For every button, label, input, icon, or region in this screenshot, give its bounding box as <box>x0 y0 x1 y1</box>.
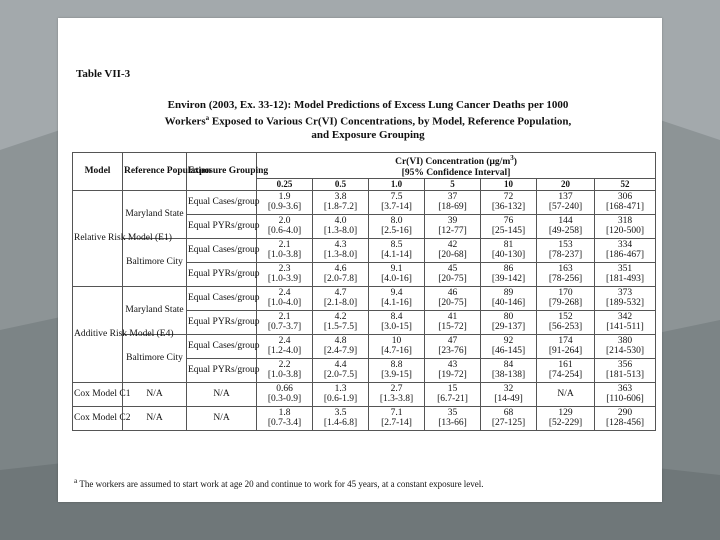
confidence-interval: [46-145] <box>491 346 526 357</box>
confidence-interval: [19-72] <box>438 370 467 381</box>
exposure-grouping-cell: Equal Cases/group <box>187 190 257 214</box>
concentration-header: 20 <box>537 179 595 191</box>
confidence-interval: [57-240] <box>548 202 583 213</box>
excess-deaths-value: 68 <box>503 407 514 418</box>
excess-deaths-value: 3.5 <box>334 407 347 418</box>
value-cell <box>425 214 481 238</box>
confidence-interval: [23-76] <box>438 346 467 357</box>
exposure-grouping-cell: Equal Cases/group <box>187 238 257 262</box>
confidence-interval: [0.7-3.4] <box>267 418 302 429</box>
table-caption <box>118 99 618 142</box>
header-confidence-interval: [95% Confidence Interval] <box>401 167 511 178</box>
excess-deaths-value: 351 <box>617 263 633 274</box>
confidence-interval: [12-77] <box>438 226 467 237</box>
value-cell <box>537 310 595 334</box>
excess-deaths-value: 4.2 <box>334 311 347 322</box>
excess-deaths-value: 7.1 <box>390 407 403 418</box>
value-cell <box>257 214 313 238</box>
confidence-interval: [2.0-7.8] <box>323 274 358 285</box>
value-cell <box>537 382 595 406</box>
header-concentration: Cr(VI) Concentration $(\mu g/m^3)$ [95% Confidence Interval] <box>257 153 656 179</box>
excess-deaths-value: 89 <box>503 287 514 298</box>
confidence-interval: [15-72] <box>438 322 467 333</box>
excess-deaths-value: 8.5 <box>390 239 403 250</box>
excess-deaths-value: 8.4 <box>390 311 403 322</box>
excess-deaths-value: 76 <box>503 215 514 226</box>
confidence-interval: [78-237] <box>548 250 583 261</box>
confidence-interval: [2.4-7.9] <box>323 346 358 357</box>
excess-deaths-value: 15 <box>447 383 458 394</box>
value-cell <box>369 406 425 430</box>
model-cell: Cox Model C1 <box>73 382 123 406</box>
excess-deaths-value: 37 <box>447 191 458 202</box>
concentration-header: 52 <box>595 179 656 191</box>
confidence-interval: [56-253] <box>548 322 583 333</box>
value-cell <box>313 406 369 430</box>
confidence-interval: [40-146] <box>491 298 526 309</box>
confidence-interval: [0.3-0.9] <box>267 394 302 405</box>
value-cell <box>595 382 656 406</box>
exposure-grouping-cell: Equal PYRs/group <box>187 214 257 238</box>
confidence-interval: [2.5-16] <box>381 226 412 237</box>
value-cell <box>537 262 595 286</box>
value-cell <box>257 382 313 406</box>
population-cell: Baltimore City <box>123 334 187 382</box>
excess-deaths-value: 4.4 <box>334 359 347 370</box>
value-cell <box>257 238 313 262</box>
value-cell <box>425 334 481 358</box>
excess-deaths-value: 45 <box>447 263 458 274</box>
confidence-interval: [1.5-7.5] <box>323 322 358 333</box>
confidence-interval: [39-142] <box>491 274 526 285</box>
value-cell <box>369 358 425 382</box>
value-cell <box>313 334 369 358</box>
excess-deaths-value: 1.8 <box>278 407 291 418</box>
excess-deaths-value: 8.0 <box>390 215 403 226</box>
confidence-interval: [110-606] <box>606 394 644 405</box>
excess-deaths-value: 161 <box>558 359 573 370</box>
header-reference-population: Reference Population <box>123 153 187 191</box>
value-cell <box>537 214 595 238</box>
confidence-interval: [0.7-3.7] <box>267 322 302 333</box>
confidence-interval: [2.7-14] <box>381 418 412 429</box>
confidence-interval: [181-493] <box>606 274 645 285</box>
confidence-interval: [168-471] <box>606 202 645 213</box>
caption-line-2: Workers$^a$ Exposed to Various Cr(VI) Concentrations, by Model, Reference Population, <box>164 114 572 128</box>
excess-deaths-value: 380 <box>617 335 633 346</box>
confidence-interval: [128-456] <box>606 418 645 429</box>
excess-deaths-value: 84 <box>503 359 514 370</box>
confidence-interval: [13-66] <box>438 418 467 429</box>
table-row <box>73 190 656 214</box>
confidence-interval: [38-138] <box>491 370 526 381</box>
excess-deaths-value: 3.8 <box>334 191 347 202</box>
confidence-interval: [49-258] <box>548 226 583 237</box>
value-cell <box>595 334 656 358</box>
excess-deaths-value: 318 <box>617 215 633 226</box>
excess-deaths-value: 356 <box>617 359 633 370</box>
concentration-header: 1.0 <box>369 179 425 191</box>
confidence-interval: [2.1-8.0] <box>323 298 358 309</box>
excess-deaths-value: 1.3 <box>334 383 347 394</box>
population-cell: Maryland State <box>123 286 187 334</box>
confidence-interval: [4.1-16] <box>381 298 412 309</box>
confidence-interval: [40-130] <box>491 250 526 261</box>
confidence-interval: [186-467] <box>606 250 645 261</box>
confidence-interval: [3.0-15] <box>381 322 412 333</box>
excess-deaths-value: 144 <box>558 215 573 226</box>
excess-deaths-value: 35 <box>447 407 458 418</box>
population-cell: N/A <box>123 406 187 430</box>
confidence-interval: [78-256] <box>548 274 583 285</box>
table-row <box>73 382 656 406</box>
concentration-header: 0.25 <box>257 179 313 191</box>
confidence-interval: [20-75] <box>438 274 467 285</box>
concentration-header: 0.5 <box>313 179 369 191</box>
table-label: Table VII-3 <box>76 68 131 80</box>
excess-deaths-value: 80 <box>503 311 514 322</box>
value-cell <box>369 262 425 286</box>
value-cell <box>537 358 595 382</box>
excess-deaths-value: 9.4 <box>390 287 403 298</box>
value-cell <box>537 238 595 262</box>
excess-deaths-value: 86 <box>503 263 514 274</box>
excess-deaths-value: 0.66 <box>276 383 293 394</box>
excess-deaths-value: 2.1 <box>278 311 291 322</box>
value-cell <box>481 238 537 262</box>
confidence-interval: [1.4-6.8] <box>323 418 358 429</box>
exposure-grouping-cell: Equal PYRs/group <box>187 262 257 286</box>
table-row <box>73 286 656 310</box>
model-cell: Cox Model C2 <box>73 406 123 430</box>
value-cell <box>369 334 425 358</box>
excess-deaths-value: 2.3 <box>278 263 291 274</box>
excess-deaths-value: 129 <box>558 407 573 418</box>
excess-deaths-value: 2.0 <box>278 215 291 226</box>
value-cell <box>369 310 425 334</box>
confidence-interval: [1.2-4.0] <box>267 346 302 357</box>
excess-deaths-value: 306 <box>617 191 633 202</box>
value-cell <box>313 358 369 382</box>
confidence-interval: [1.0-3.9] <box>267 274 302 285</box>
value-cell <box>595 214 656 238</box>
confidence-interval: [25-145] <box>491 226 526 237</box>
excess-deaths-value: 4.0 <box>334 215 347 226</box>
excess-deaths-value: 32 <box>503 383 514 394</box>
confidence-interval: [36-132] <box>491 202 526 213</box>
confidence-interval: [1.8-7.2] <box>323 202 358 213</box>
confidence-interval: [74-254] <box>548 370 583 381</box>
confidence-interval: [14-49] <box>494 394 523 405</box>
header-exposure-grouping: Exposure Grouping <box>187 153 257 191</box>
excess-deaths-value: 43 <box>447 359 458 370</box>
value-cell <box>481 382 537 406</box>
confidence-interval: [3.9-15] <box>381 370 412 381</box>
value-cell <box>595 286 656 310</box>
confidence-interval: [18-69] <box>438 202 467 213</box>
footnote: $^a$ The workers are assumed to start work at age 20 and continue to work for 45 years, at a constant exposure level. <box>74 476 484 489</box>
value-cell <box>481 262 537 286</box>
confidence-interval: [1.3-3.8] <box>379 394 414 405</box>
confidence-interval: [20-68] <box>438 250 467 261</box>
value-cell <box>313 214 369 238</box>
excess-deaths-value: 47 <box>447 335 458 346</box>
excess-deaths-value: 2.4 <box>278 335 291 346</box>
value-cell <box>369 382 425 406</box>
confidence-interval: [29-137] <box>491 322 526 333</box>
value-cell <box>257 358 313 382</box>
confidence-interval: [91-264] <box>548 346 583 357</box>
confidence-interval: [2.0-7.5] <box>323 370 358 381</box>
value-cell <box>595 190 656 214</box>
excess-deaths-value: 4.8 <box>334 335 347 346</box>
population-cell: Baltimore City <box>123 238 187 286</box>
value-cell <box>313 262 369 286</box>
value-cell <box>425 382 481 406</box>
confidence-interval: [4.7-16] <box>381 346 412 357</box>
excess-deaths-value: 2.1 <box>278 239 291 250</box>
excess-deaths-value: 373 <box>617 287 633 298</box>
excess-deaths-value: 2.7 <box>390 383 403 394</box>
exposure-grouping-cell: Equal PYRs/group <box>187 310 257 334</box>
value-cell <box>481 214 537 238</box>
value-cell <box>595 358 656 382</box>
value-cell <box>257 406 313 430</box>
value-cell <box>257 190 313 214</box>
document-page <box>58 18 662 502</box>
excess-deaths-value: 334 <box>617 239 633 250</box>
value-cell <box>313 310 369 334</box>
confidence-interval: [1.3-8.0] <box>323 226 358 237</box>
confidence-interval: [0.6-4.0] <box>267 226 302 237</box>
value-cell <box>313 190 369 214</box>
value-cell <box>425 262 481 286</box>
excess-deaths-value: 152 <box>558 311 573 322</box>
confidence-interval: [1.3-8.0] <box>323 250 358 261</box>
exposure-grouping-cell: N/A <box>187 406 257 430</box>
confidence-interval: [0.9-3.6] <box>267 202 302 213</box>
confidence-interval: [3.7-14] <box>381 202 412 213</box>
exposure-grouping-cell: Equal PYRs/group <box>187 358 257 382</box>
value-cell <box>425 238 481 262</box>
confidence-interval: [189-532] <box>606 298 645 309</box>
value-cell <box>425 286 481 310</box>
model-cell: Relative Risk Model (E1) <box>73 190 123 286</box>
excess-deaths-value: 4.6 <box>334 263 347 274</box>
value-cell <box>537 334 595 358</box>
cancer-deaths-table <box>72 152 656 431</box>
value-cell <box>369 286 425 310</box>
confidence-interval: [6.7-21] <box>437 394 468 405</box>
confidence-interval: [27-125] <box>491 418 526 429</box>
excess-deaths-value: 4.3 <box>334 239 347 250</box>
header-model: Model <box>73 153 123 191</box>
excess-deaths-value: 174 <box>558 335 573 346</box>
excess-deaths-value: 2.2 <box>278 359 291 370</box>
confidence-interval: [4.0-16] <box>381 274 412 285</box>
excess-deaths-value: 2.4 <box>278 287 291 298</box>
caption-line-1: Environ (2003, Ex. 33-12): Model Predictions of Excess Lung Cancer Deaths per 1000 <box>167 99 569 111</box>
excess-deaths-value: 72 <box>503 191 514 202</box>
value-cell <box>369 190 425 214</box>
confidence-interval: [0.6-1.9] <box>323 394 358 405</box>
confidence-interval: [1.0-3.8] <box>267 250 302 261</box>
population-cell: N/A <box>123 382 187 406</box>
confidence-interval: [1.0-4.0] <box>267 298 302 309</box>
exposure-grouping-cell: Equal Cases/group <box>187 334 257 358</box>
confidence-interval: N/A <box>557 388 574 399</box>
excess-deaths-value: 92 <box>503 335 514 346</box>
excess-deaths-value: 39 <box>447 215 458 226</box>
excess-deaths-value: 46 <box>447 287 458 298</box>
table-row <box>73 406 656 430</box>
value-cell <box>425 358 481 382</box>
confidence-interval: [181-513] <box>606 370 645 381</box>
value-cell <box>537 190 595 214</box>
value-cell <box>369 238 425 262</box>
confidence-interval: [4.1-14] <box>381 250 412 261</box>
confidence-interval: [120-500] <box>606 226 645 237</box>
value-cell <box>425 406 481 430</box>
value-cell <box>257 286 313 310</box>
value-cell <box>313 286 369 310</box>
value-cell <box>481 310 537 334</box>
concentration-header: 10 <box>481 179 537 191</box>
value-cell <box>537 406 595 430</box>
value-cell <box>595 238 656 262</box>
value-cell <box>369 214 425 238</box>
model-cell: Additive Risk Model (E4) <box>73 286 123 382</box>
excess-deaths-value: 41 <box>447 311 458 322</box>
excess-deaths-value: 163 <box>558 263 573 274</box>
excess-deaths-value: 42 <box>447 239 458 250</box>
excess-deaths-value: 363 <box>617 383 633 394</box>
value-cell <box>425 310 481 334</box>
excess-deaths-value: 4.7 <box>334 287 347 298</box>
excess-deaths-value: 170 <box>558 287 573 298</box>
value-cell <box>481 406 537 430</box>
value-cell <box>481 334 537 358</box>
excess-deaths-value: 9.1 <box>390 263 403 274</box>
population-cell: Maryland State <box>123 190 187 238</box>
value-cell <box>481 358 537 382</box>
excess-deaths-value: 81 <box>503 239 514 250</box>
excess-deaths-value: 290 <box>617 407 633 418</box>
value-cell <box>313 382 369 406</box>
excess-deaths-value: 342 <box>617 311 633 322</box>
value-cell <box>425 190 481 214</box>
value-cell <box>257 334 313 358</box>
value-cell <box>481 286 537 310</box>
value-cell <box>313 238 369 262</box>
exposure-grouping-cell: Equal Cases/group <box>187 286 257 310</box>
value-cell <box>257 310 313 334</box>
confidence-interval: [214-530] <box>606 346 645 357</box>
excess-deaths-value: 153 <box>558 239 573 250</box>
value-cell <box>595 406 656 430</box>
caption-line-3: and Exposure Grouping <box>311 128 425 141</box>
excess-deaths-value: 10 <box>391 335 402 346</box>
confidence-interval: [52-229] <box>548 418 583 429</box>
confidence-interval: [141-511] <box>606 322 644 333</box>
value-cell <box>257 262 313 286</box>
confidence-interval: [20-75] <box>438 298 467 309</box>
confidence-interval: [79-268] <box>548 298 583 309</box>
excess-deaths-value: 8.8 <box>390 359 403 370</box>
value-cell <box>595 310 656 334</box>
value-cell <box>595 262 656 286</box>
confidence-interval: [1.0-3.8] <box>267 370 302 381</box>
concentration-header: 5 <box>425 179 481 191</box>
excess-deaths-value: 1.9 <box>278 191 291 202</box>
value-cell <box>481 190 537 214</box>
excess-deaths-value: 137 <box>558 191 573 202</box>
exposure-grouping-cell: N/A <box>187 382 257 406</box>
excess-deaths-value: 7.5 <box>390 191 403 202</box>
value-cell <box>537 286 595 310</box>
